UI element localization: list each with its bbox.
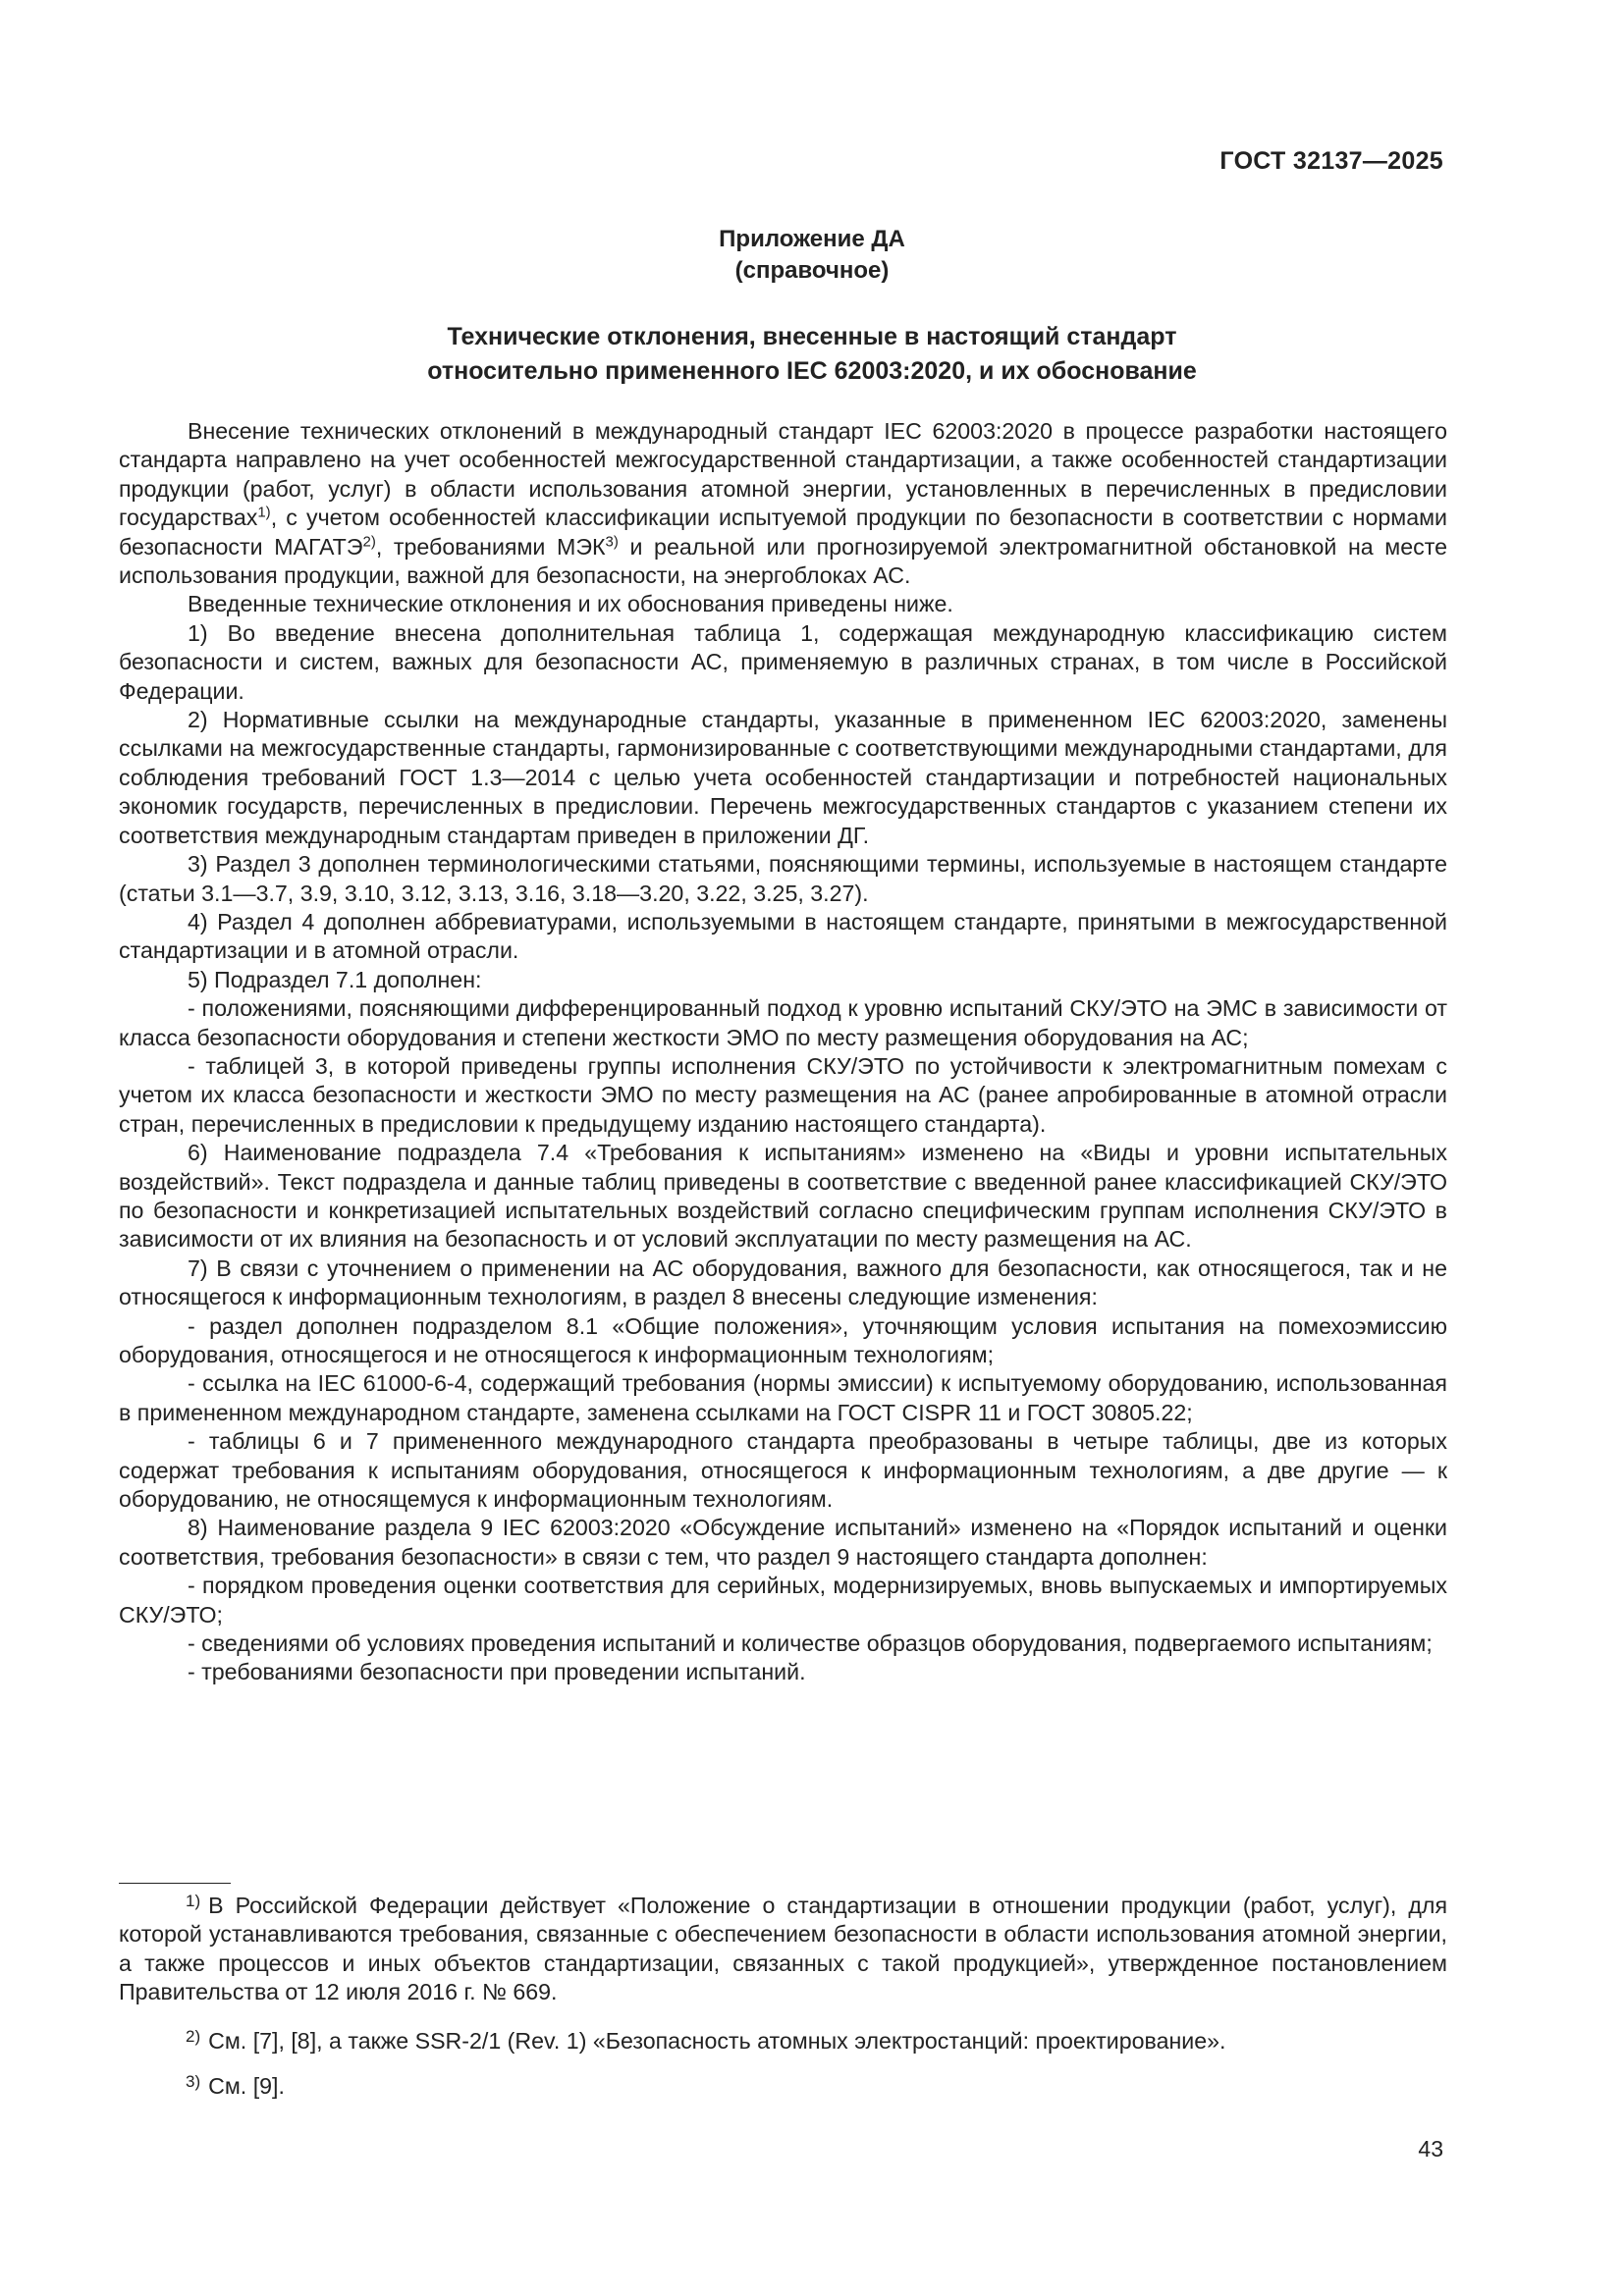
footnotes bbox=[119, 1887, 1447, 2101]
footnote-1 bbox=[119, 1887, 1447, 2007]
footnote-marker: 2) bbox=[186, 2026, 201, 2046]
list-item: 1) Во введение внесена дополнительная таблица 1, содержащая международную классификацию систем безопасности и систем, важных для безопасности АС, применяемую в различных странах, в том числе в Российской Федерации. bbox=[119, 619, 1447, 704]
annex-heading bbox=[0, 224, 1624, 287]
footnote-ref-3: 3) bbox=[605, 532, 619, 550]
page-number: 43 bbox=[1418, 2136, 1443, 2162]
list-item: 8) Наименование раздела 9 IEC 62003:2020 «Обсуждение испытаний» изменено на «Порядок испытаний и оценки соответствия, требования безопасности» в связи с тем, что раздел 9 настоящего стандарта дополнен: bbox=[119, 1515, 1447, 1570]
footnote-text: См. [9]. bbox=[208, 2073, 285, 2100]
footnote-ref-2: 2) bbox=[362, 532, 376, 550]
sub-list-item: - ссылка на IEC 61000-6-4, содержащий требования (нормы эмиссии) к испытуемому оборудованию, использованная в примененном международном стандарте, заменена ссылками на ГОСТ CISPR 11 и ГОСТ 30805.22; bbox=[119, 1370, 1447, 1425]
paragraph-text: , требованиями МЭК bbox=[375, 533, 606, 560]
list-item: 7) В связи с уточнением о применении на АС оборудования, важного для безопасности, как относящегося, так и не относящегося к информационным технологиям, в раздел 8 внесены следующие изменения: bbox=[119, 1255, 1447, 1310]
list-item: 6) Наименование подраздела 7.4 «Требования к испытаниям» изменено на «Виды и уровни испытательных воздействий». Текст подраздела и данные таблиц приведены в соответствие с введенной ранее классификацией СКУ/ЭТО по безопасности и конкретизацией испытательных воздействий согласно специфическим группам исполнения СКУ/ЭТО в зависимости от их влияния на безопасность и от условий эксплуатации по месту размещения на АС. bbox=[119, 1140, 1447, 1253]
annex-label: Приложение ДА bbox=[719, 226, 905, 252]
paragraph-intro bbox=[119, 417, 1447, 590]
body-text bbox=[119, 417, 1447, 1687]
list-item: 2) Нормативные ссылки на международные стандарты, указанные в примененном IEC 62003:2020, заменены ссылками на межгосударственные стандарты, гармонизированные с соответствующими международными стандартами, для соблюдения требований ГОСТ 1.3—2014 с целью учета особенностей стандартизации и потребностей национальных экономик государств, перечисленных в предисловии. Перечень межгосударственных стандартов с указанием степени их соответствия международным стандартам приведен в приложении ДГ. bbox=[119, 707, 1447, 848]
paragraph-text: Внесение технических отклонений в международный стандарт IEC 62003:2020 в процессе разработки настоящего стандарта направлено на учет особенностей межгосударственной стандартизации, а также особенностей стандартизации продукции (работ, услуг) в области использования атомной энергии, установленных в перечисленных в предисловии государствах bbox=[119, 418, 1447, 531]
footnote-3 bbox=[119, 2067, 1447, 2101]
sub-list-item: - раздел дополнен подразделом 8.1 «Общие положения», уточняющим условия испытания на помехоэмиссию оборудования, относящегося и не относящегося к информационным технологиям; bbox=[119, 1312, 1447, 1367]
annex-status: (справочное) bbox=[734, 257, 890, 284]
footnote-text: См. [7], [8], а также SSR-2/1 (Rev. 1) «Безопасность атомных электростанций: проектирование». bbox=[208, 2027, 1226, 2054]
sub-list-item: - требованиями безопасности при проведении испытаний. bbox=[188, 1659, 806, 1685]
document-id: ГОСТ 32137—2025 bbox=[1219, 147, 1443, 175]
list-item: 5) Подраздел 7.1 дополнен: bbox=[188, 966, 482, 992]
sub-list-item: - положениями, поясняющими дифференцированный подход к уровню испытаний СКУ/ЭТО на ЭМС в зависимости от класса безопасности оборудования и степени жесткости ЭМО по месту размещения оборудования на АС; bbox=[119, 995, 1447, 1050]
sub-list-item: - сведениями об условиях проведения испытаний и количестве образцов оборудования, подвергаемого испытаниям; bbox=[188, 1630, 1433, 1657]
paragraph-text: , с учетом особенностей классификации испытуемой продукции по безопасности в соответствии с нормами безопасности МАГАТЭ bbox=[119, 505, 1447, 560]
footnote-2 bbox=[119, 2022, 1447, 2056]
paragraph-text: и реальной или прогнозируемой электромагнитной обстановкой на месте использования продукции, важной для безопасности, на энергоблоках АС. bbox=[119, 533, 1447, 589]
footnote-marker: 1) bbox=[186, 1892, 201, 1910]
sub-list-item: - таблицы 6 и 7 примененного международного стандарта преобразованы в четыре таблицы, две из которых содержат требования к испытаниям оборудования, относящегося к информационным технологиям, а две другие — к оборудованию, не относящемуся к информационным технологиям. bbox=[119, 1428, 1447, 1513]
title-line-2: относительно примененного IEC 62003:2020, и их обоснование bbox=[427, 357, 1197, 385]
title-line-1: Технические отклонения, внесенные в настоящий стандарт bbox=[447, 323, 1177, 350]
footnote-ref-1: 1) bbox=[257, 504, 271, 521]
list-item: 3) Раздел 3 дополнен терминологическими статьями, поясняющими термины, используемые в настоящем стандарте (статьи 3.1—3.7, 3.9, 3.10, 3.12, 3.13, 3.16, 3.18—3.20, 3.22, 3.25, 3.27). bbox=[119, 851, 1447, 906]
sub-list-item: - порядком проведения оценки соответствия для серийных, модернизируемых, вновь выпускаемых и импортируемых СКУ/ЭТО; bbox=[119, 1573, 1447, 1628]
paragraph: Введенные технические отклонения и их обоснования приведены ниже. bbox=[188, 591, 953, 617]
footnote-marker: 3) bbox=[186, 2072, 201, 2092]
footnote-separator bbox=[119, 1883, 231, 1884]
list-item: 4) Раздел 4 дополнен аббревиатурами, используемыми в настоящем стандарте, принятыми в межгосударственной стандартизации и в атомной отрасли. bbox=[119, 908, 1447, 964]
sub-list-item: - таблицей 3, в которой приведены группы исполнения СКУ/ЭТО по устойчивости к электромагнитным помехам с учетом их класса безопасности и жесткости ЭМО по месту размещения на АС (ранее апробированные в атомной отрасли стран, перечисленных в предисловии к предыдущему изданию настоящего стандарта). bbox=[119, 1052, 1447, 1137]
annex-title bbox=[0, 320, 1624, 389]
footnote-text: В Российской Федерации действует «Положение о стандартизации в отношении продукции (работ, услуг), для которой устанавливаются требования, связанные с обеспечением безопасности в области использования атомной энергии, а также процессов и иных объектов стандартизации, связанных с такой продукцией», утвержденное постановлением Правительства от 12 июля 2016 г. № 669. bbox=[119, 1893, 1447, 2005]
